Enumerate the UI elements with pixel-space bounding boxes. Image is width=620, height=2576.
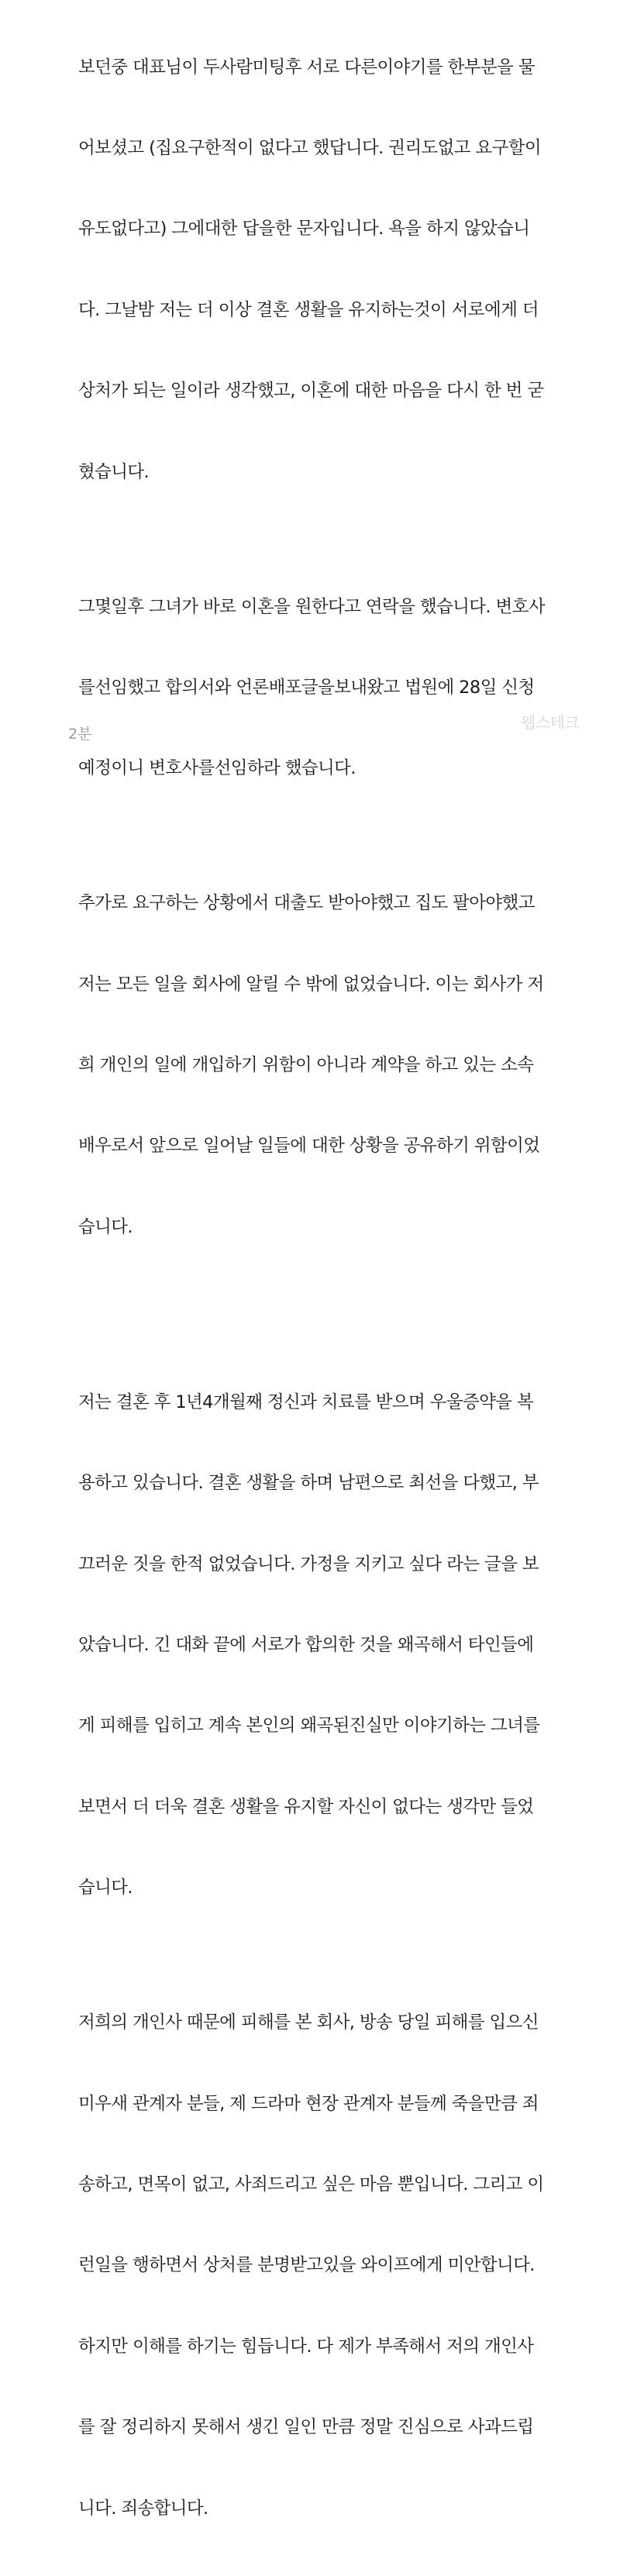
text-line: 상처가 되는 일이라 생각했고, 이혼에 대한 마음을 다시 한 번 굳 <box>78 381 544 402</box>
text-line: 예정이니 변호사를선임하라 했습니다. <box>78 758 356 779</box>
paragraph-2 <box>78 540 605 836</box>
text-line: 어보셨고 (집요구한적이 없다고 했답니다. 권리도없고 요구할이 <box>78 137 542 158</box>
post-body <box>78 0 605 2576</box>
text-line: 저는 모든 일을 회사에 알릴 수 밖에 없었습니다. 이는 회사가 저 <box>78 974 544 995</box>
text-line: 보면서 더 더욱 결혼 생활을 유지할 자신이 없다는 생각만 들었 <box>78 1796 534 1817</box>
text-line: 희 개인의 일에 개입하기 위함이 아니라 계약을 하고 있는 소속 <box>78 1055 534 1076</box>
text-line: 를 잘 정리하지 못해서 생긴 일인 만큼 정말 진심으로 사과드립 <box>78 2417 534 2438</box>
text-line: 습니다. <box>78 1216 133 1237</box>
text-line: 혔습니다. <box>78 461 150 482</box>
post-timestamp: 2분 <box>68 726 92 743</box>
text-line: 추가로 요구하는 상황에서 대출도 받아야했고 집도 팔아야했고 <box>78 893 535 914</box>
text-line: 습니다. <box>78 1878 133 1898</box>
paragraph-1 <box>78 0 605 540</box>
text-line: 저희의 개인사 때문에 피해를 본 회사, 방송 당일 피해를 입으신 <box>78 2012 539 2033</box>
watermark: 웹스테크 <box>521 713 580 732</box>
text-line: 보던중 대표님이 두사람미팅후 서로 다른이야기를 한부분을 물 <box>78 57 535 78</box>
text-line: 끄러운 짓을 한적 없었습니다. 가정을 지키고 싶다 라는 글을 보 <box>78 1554 539 1574</box>
text-line: 저는 결혼 후 1년4개월째 정신과 치료를 받으며 우울증약을 복 <box>78 1391 534 1412</box>
text-line: 용하고 있습니다. 결혼 생활을 하며 남편으로 최선을 다했고, 부 <box>78 1473 539 1494</box>
text-line: 았습니다. 긴 대화 끝에 서로가 합의한 것을 왜곡해서 타인들에 <box>78 1635 534 1656</box>
paragraph-4 <box>78 1335 605 1955</box>
text-line: 그몇일후 그녀가 바로 이혼을 원한다고 연락을 했습니다. 변호사 <box>78 596 545 617</box>
paragraph-3 <box>78 836 605 1295</box>
text-line: 송하고, 면목이 없고, 사죄드리고 싶은 마음 뿐입니다. 그리고 이 <box>78 2174 544 2195</box>
text-line: 게 피해를 입히고 계속 본인의 왜곡된진실만 이야기하는 그녀를 <box>78 1716 540 1736</box>
text-line: 유도없다고) 그에대한 답을한 문자입니다. 욕을 하지 않았습니 <box>78 219 530 240</box>
paragraph-5 <box>78 1956 605 2576</box>
text-line: 배우로서 앞으로 일어날 일들에 대한 상황을 공유하기 위함이었 <box>78 1136 540 1157</box>
text-line: 미우새 관계자 분들, 제 드라마 현장 관계자 분들께 죽을만큼 죄 <box>78 2093 539 2114</box>
text-line: 다. 그날밤 저는 더 이상 결혼 생활을 유지하는것이 서로에게 더 <box>78 299 539 320</box>
text-line: 하지만 이해를 하기는 힘듭니다. 다 제가 부족해서 저의 개인사 <box>78 2336 534 2357</box>
paragraph-spacer <box>78 1295 605 1335</box>
text-line: 를선임했고 합의서와 언론배포글을보내왔고 법원에 28일 신청 <box>78 677 535 698</box>
text-line: 런일을 행하면서 상처를 분명받고있을 와이프에게 미안합니다. <box>78 2255 535 2276</box>
text-line: 니다. 죄송합니다. <box>78 2498 208 2519</box>
